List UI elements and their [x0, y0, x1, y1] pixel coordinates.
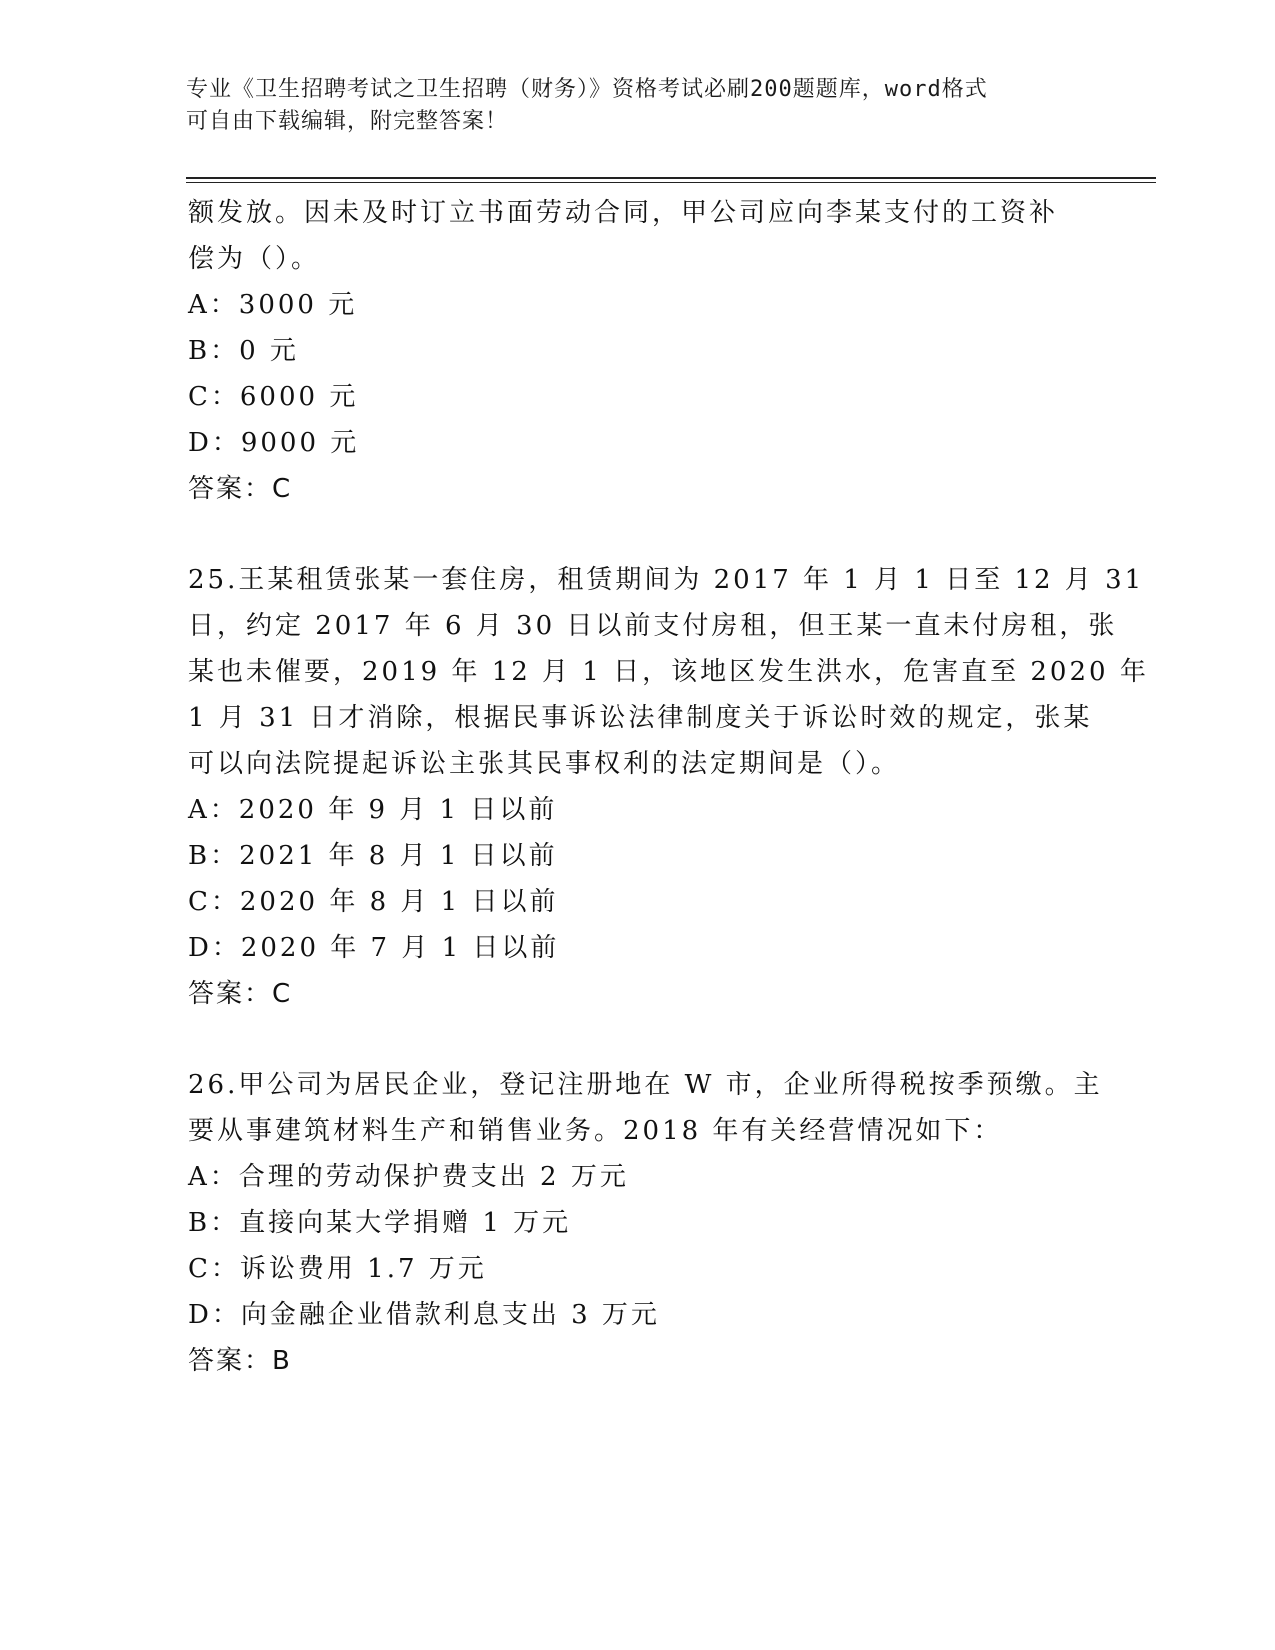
answer-label: 答案：B [188, 1346, 292, 1376]
answer-label: 答案：C [188, 474, 293, 504]
option-b: B：2021 年 8 月 1 日以前 [188, 841, 558, 871]
question-stem-line: 偿为（）。 [188, 244, 321, 274]
page-body [188, 190, 1149, 1384]
question-25 [188, 557, 1149, 1017]
header-title-line-1: 专业《卫生招聘考试之卫生招聘（财务）》资格考试必刷200题题库，word格式 [186, 77, 988, 102]
question-stem-line: 某也未催要，2019 年 12 月 1 日，该地区发生洪水，危害直至 2020 年 [188, 657, 1149, 687]
option-b: B：0 元 [188, 336, 299, 366]
option-c: C：诉讼费用 1.7 万元 [188, 1254, 487, 1284]
answer-label: 答案：C [188, 979, 293, 1009]
option-c: C：6000 元 [188, 382, 359, 412]
question-stem-line: 可以向法院提起诉讼主张其民事权利的法定期间是（）。 [188, 749, 901, 779]
option-d: D：2020 年 7 月 1 日以前 [188, 933, 560, 963]
option-a: A：合理的劳动保护费支出 2 万元 [188, 1162, 629, 1192]
section-gap [188, 512, 1088, 557]
section-gap [188, 1017, 1088, 1062]
option-b: B：直接向某大学捐赠 1 万元 [188, 1208, 572, 1238]
document-header [186, 74, 1066, 138]
question-24-continued [188, 190, 1088, 512]
option-d: D：向金融企业借款利息支出 3 万元 [188, 1300, 660, 1330]
option-c: C：2020 年 8 月 1 日以前 [188, 887, 559, 917]
option-a: A：3000 元 [188, 290, 358, 320]
question-26 [188, 1062, 1103, 1384]
question-stem-line: 额发放。因未及时订立书面劳动合同，甲公司应向李某支付的工资补 [188, 198, 1059, 228]
option-d: D：9000 元 [188, 428, 360, 458]
question-stem-line: 26.甲公司为居民企业，登记注册地在 W 市，企业所得税按季预缴。主 [188, 1070, 1103, 1100]
question-stem-line: 日，约定 2017 年 6 月 30 日以前支付房租，但王某一直未付房租，张 [188, 611, 1118, 641]
header-rule-top [186, 177, 1156, 179]
question-stem-line: 要从事建筑材料生产和销售业务。2018 年有关经营情况如下： [188, 1116, 1003, 1146]
header-rule-bottom [186, 182, 1156, 183]
option-a: A：2020 年 9 月 1 日以前 [188, 795, 558, 825]
question-stem-line: 1 月 31 日才消除，根据民事诉讼法律制度关于诉讼时效的规定，张某 [188, 703, 1093, 733]
header-title-line-2: 可自由下载编辑，附完整答案！ [186, 109, 509, 134]
question-stem-line: 25.王某租赁张某一套住房，租赁期间为 2017 年 1 月 1 日至 12 月 31 [188, 565, 1145, 595]
